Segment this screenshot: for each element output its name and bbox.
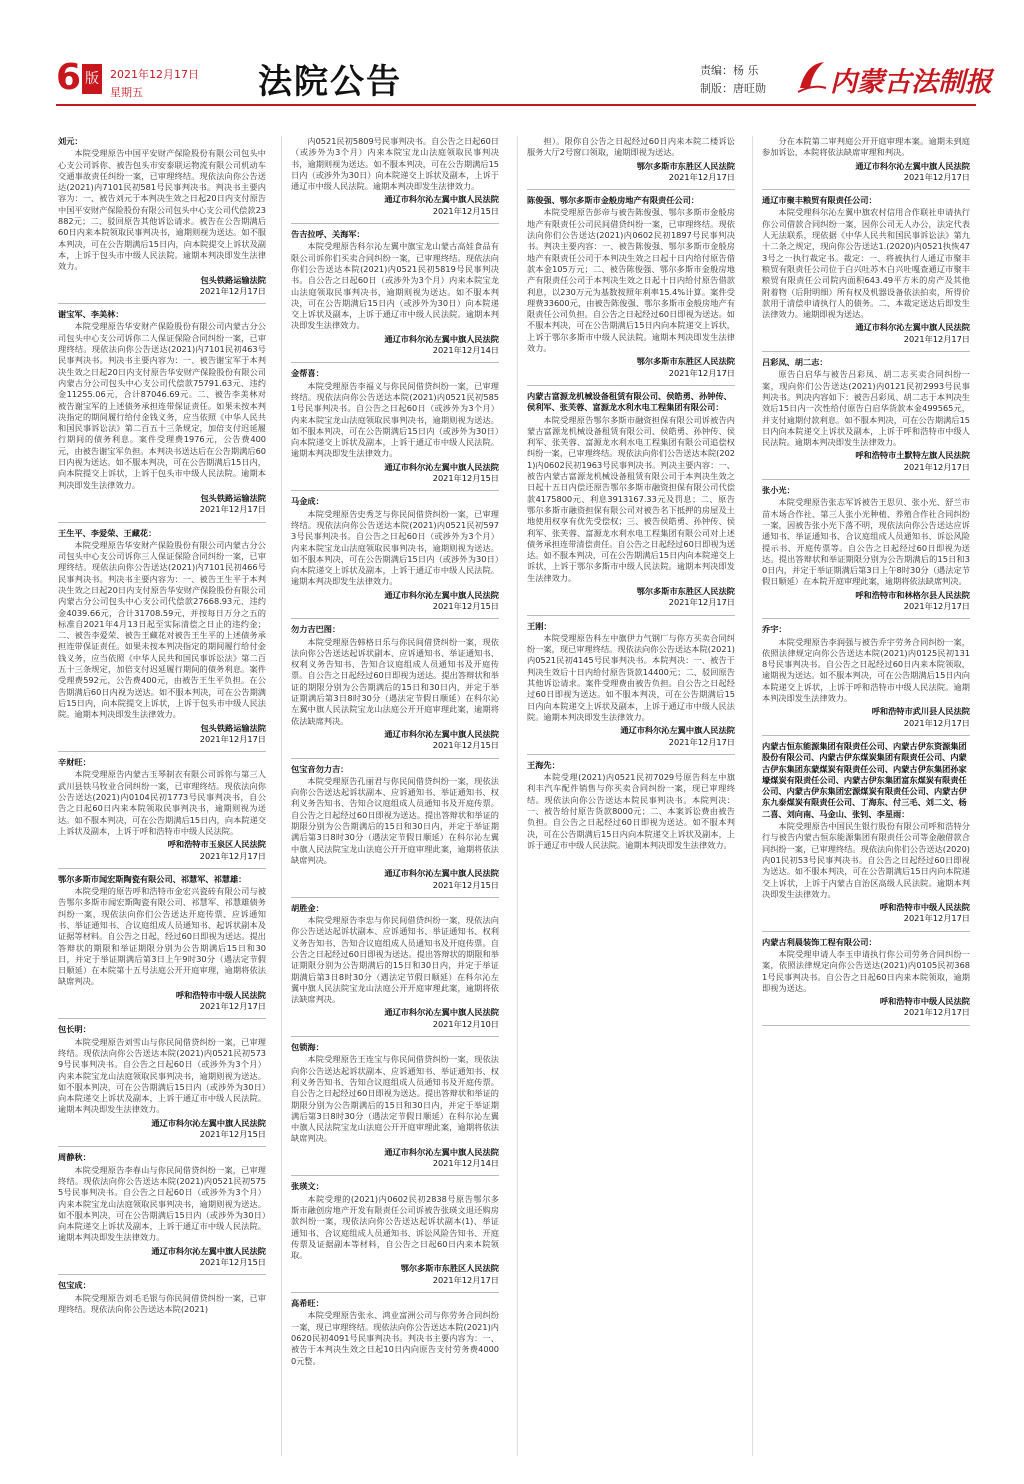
notice-divider: [291, 618, 499, 619]
court-notice: [58, 528, 266, 746]
notice-divider: [58, 751, 266, 752]
notice-court: 通辽市科尔沁左翼中旗人民法院: [384, 1146, 499, 1157]
notice-court: 呼和浩特市土默特左旗人民法院: [855, 450, 970, 461]
court-notice: [762, 937, 970, 1019]
notice-court: 通辽市科尔沁左翼中旗人民法院: [151, 1245, 266, 1256]
notice-body: 本院受理原告张志军诉被告王思贝、张小光、舒兰市苗木场合作社、第三人张小光种植、养殖合作社合同纠纷一案，因被告张小光下落不明，现依法向你公告送达应诉通知书、举证通知书、合议庭组成人员通知书、诉讼风险提示书、开庭传票等。自公告之日起经过60日即视为送达。提出答辩状和举证期限分别为公告期满后的15日和30日内，并定于举证期满后第3日上午8时30分（遇法定节假日顺延）在本院开庭审理此案，逾期将依法缺席判决。: [762, 497, 970, 587]
notice-body: 本院受理原告刘雪山与你民间借贷纠纷一案，已审理终结。现依法向你公告送达本院(2021)内0521民初5739号民事判决书。自公告之日起60日（或涉外为3个月）内来本院宝龙山法庭领取民事判决书，逾期则视为送达。如不服本判决，可在公告期满后15日内（或涉外为30日）向本院递交上诉状及副本，上诉于通辽市中级人民法院。逾期本判决即发生法律效力。: [58, 1036, 266, 1115]
notice-date: 2021年12月14日: [432, 1158, 499, 1169]
notice-divider: [291, 897, 499, 898]
notice-party: 内蒙古恒东能源集团有限责任公司、内蒙古伊东资源集团股份有限公司、内蒙古伊东煤炭集团有限责任公司、内蒙古伊东集团东蒙煤炭有限责任公司、内蒙古伊东集团孙家壕煤炭有限责任公司、内蒙古伊东集团富东煤炭有限责任公司、内蒙古伊东集团宏源煤炭有限责任公司、内蒙古伊东九泰煤炭有限责任公司、丁海东、付三毛、刘二文、杨二喜、刘向南、马金山、张钊、李星雨：: [762, 740, 967, 819]
notice-body: 本院受理原告中国平安财产保险股份有限公司包头中心支公司诉你、被告包头市安泰联运物流有限公司机动车交通事故责任纠纷一案，已审理终结。现依法向你公告送达(2021)内7101民初581号民事判决书。判决书主要内容为：一、被告刘元于本判决生效之日起20日内支付原告中国平安财产保险股份有限公司包头中心支公司代偿款23882元；二、驳回原告其他诉讼请求。被告在公告期满后60日内来本院领取民事判决书，逾期则视为送达。如不服本判决，可在公告期满后15日内，向本院提交上诉状及副本，上诉于包头市中级人民法院。逾期本判决即发生法律效力。: [58, 148, 266, 272]
notice-date: 2021年12月17日: [199, 285, 266, 296]
court-notice: [762, 741, 970, 925]
page-header: [0, 0, 1024, 110]
notice-divider: [58, 868, 266, 869]
notice-court: 鄂尔多斯市东胜区人民法院: [636, 585, 735, 596]
notice-divider: [58, 1018, 266, 1019]
notice-date: 2021年12月17日: [432, 1274, 499, 1285]
notice-date: 2021年12月17日: [903, 913, 970, 924]
court-notice: [58, 1152, 266, 1268]
notice-body: 本院受理原告李福义与你民间借贷纠纷一案，已审理终结。现依法向你公告送达本院(2021)内0521民初5851号民事判决书。自公告之日起60日（或涉外为3个月）内来本院宝龙山法庭领取民事判决书，逾期则视为送达。如不服本判决，可在公告期满后15日内（或涉外为30日）向本院递交上诉状及副本，上诉于通辽市中级人民法院。逾期本判决即发生法律效力。: [291, 380, 499, 459]
notice-divider: [762, 735, 970, 736]
notice-date: 2021年12月15日: [432, 473, 499, 484]
notice-court: 通辽市科尔沁左翼中旗人民法院: [384, 194, 499, 205]
court-notice: [527, 195, 735, 379]
notice-divider: [291, 1175, 499, 1176]
page-number: 6: [56, 57, 82, 98]
notice-date: 2021年12月14日: [432, 345, 499, 356]
notice-party: 金帮喜：: [291, 368, 324, 379]
notice-body: 原告白启华与被告吕彩凤、胡二志买卖合同纠纷一案，现向你们公告送达(2021)内0121民初2993号民事判决书。判决内容如下：被告吕彩凤、胡二志于本判决生效后15日内一次性给付原告白启华货款本金499565元，并支付逾期付款利息。如不服本判决，可在公告期满后15日内向本院递交上诉状及副本，上诉于呼和浩特市中级人民法院。逾期本判决即发生法律效力。: [762, 369, 970, 448]
notice-body: 本院受理原告韩格日乐与你民间借贷纠纷一案，现依法向你公告送达起诉状副本、应诉通知书、举证通知书、权利义务告知书、告知合议庭组成人员通知书及开庭传票。自公告之日起经过60日即视为送达。提出答辩状和举证的期限分别为公告期满后的15日和30日内，并定于举证期满后第3日8时30分（遇法定节假日顺延）在科尔沁左翼中旗人民法院宝龙山法庭公开开庭审理此案，逾期将依法缺席判决。: [291, 636, 499, 726]
notice-party: 张瑛文：: [291, 1181, 324, 1192]
notice-divider: [527, 615, 735, 616]
notice-date: 2021年12月17日: [668, 367, 735, 378]
notice-court: 通辽市科尔沁左翼中旗人民法院: [151, 1117, 266, 1128]
court-notice: [291, 496, 499, 612]
producer-credit: 制版：唐旺勋: [700, 82, 766, 95]
notice-body: 本院受理的(2021)内0602民初2838号原告鄂尔多斯市融创房地产开发有限责任公司诉被告张瑛文退还购房款纠纷一案，现依法向你公告送达起诉状副本(1)、举证通知书、合议庭组成人员通知书、诉讼风险告知书、开庭传票及证据副本等材料，自公告之日起60日内来本院领取。: [291, 1193, 499, 1261]
notice-body: 本院受理原告内蒙古玉琴制衣有限公司诉你与第三人武川县铁马牧业合同纠纷一案，已审理终结。现依法向你公告送达(2021)内0104民初1773号民事判决书，自公告之日起60日内来本院领取民事判决书，逾期则视为送达。如不服本判决，可在公告期满后15日内，向本院递交上诉状及副本，上诉于呼和浩特市中级人民法院。: [58, 769, 266, 836]
notice-party: 刘元：: [58, 136, 83, 146]
notice-party: 包锁海：: [291, 1042, 324, 1053]
notice-party: 高希旺：: [291, 1298, 324, 1309]
notice-date: 2021年12月15日: [199, 1129, 266, 1140]
notice-court: 呼和浩特市中级人民法院: [175, 989, 266, 1000]
court-notice: [291, 368, 499, 484]
column-divider: [517, 136, 518, 1456]
court-notice: [291, 624, 499, 751]
notice-date: 2021年12月10日: [432, 1018, 499, 1029]
notice-body: 本院受理原告王连宝与你民间借贷纠纷一案，现依法向你公告送达起诉状副本、应诉通知书、举证通知书、权利义务告知书、告知合议庭组成人员通知书及开庭传票。自公告之日起经过60日即视为送达。提出答辩状和举证的期限分别为公告期满后的15日和30日内，并定于举证期满后第3日8时30分（遇法定节假日顺延）在科尔沁左翼中旗人民法院宝龙山法庭公开开庭审理此案，逾期将依法缺席判决。: [291, 1054, 499, 1144]
notice-court: 呼和浩特市中级人民法院: [879, 996, 970, 1007]
notice-divider: [762, 479, 970, 480]
notice-party: 勿力吉巴图：: [291, 624, 341, 635]
notice-party: 包长明：: [58, 1024, 91, 1035]
notice-body: 本院受理原告华安财产保险股份有限公司内蒙古分公司包头中心支公司诉你三人保证保险合同纠纷一案，已审理终结。现依法向你公告送达(2021)内7101民初466号民事判决书。判决书主要内容为：一、被告王生平于本判决生效之日起20日内支付原告华安财产保险股份有限公司内蒙古分公司包头中心支公司代偿款27668.93元、违约金4039.66元，合计31708.59元，并按每日万分之五的标准自2021年4月13日起至实际清偿之日止的违约金；二、被告李爱荣、被告王藏花对被告王生平的上述债务承担连带保证责任。如果未按本判决指定的期间履行给付金钱义务，应当依照《中华人民共和国民事诉讼法》第二百五十三条规定，加倍支付迟延履行期间的债务利息。案件受理费592元，公告费400元，由被告王生平负担。在公告期满后60日内视为送达。如不服本判决，可在公告期满后15日内，向本院提交上诉状，上诉于包头市中级人民法院。逾期本判决即发生法律效力。: [58, 539, 266, 720]
notice-court: 通辽市科尔沁左翼中旗人民法院: [384, 728, 499, 739]
notice-column-2: [291, 136, 499, 1456]
notice-court: 鄂尔多斯市东胜区人民法院: [636, 356, 735, 367]
notice-party: 王海先：: [527, 759, 560, 770]
notice-court: 鄂尔多斯市东胜区人民法院: [400, 1263, 499, 1274]
notice-court: 通辽市科尔沁左翼中旗人民法院: [384, 589, 499, 600]
court-notice: [58, 1024, 266, 1140]
header-rule: [56, 104, 976, 106]
notice-column-3: [527, 136, 735, 1456]
notice-date: 2021年12月15日: [432, 600, 499, 611]
notice-date: 2021年12月15日: [432, 740, 499, 751]
notice-body: 本院受理(2021)内0521民初7029号原告科左中旗利丰汽车配件销售与你买卖合同纠纷一案，现已审理终结。现依法向你公告送达本院民事判决书。本院判决：一、被告给付原告货款8000元；二、本案诉讼费由被告负担。自公告之日起经过60日即视为送达。如不服本判决，可在公告期满后15日内向本院递交上诉状及副本，上诉于通辽市中级人民法院。逾期本判决即发生法律效力。: [527, 772, 735, 850]
notice-date: 2021年12月17日: [668, 597, 735, 608]
notice-divider: [762, 931, 970, 932]
notice-body: 本院受理原告李春山与你民间借贷纠纷一案，已审理终结。现依法向你公告送达本院(2021)内0521民初5755号民事判决书。自公告之日起60日（或涉外为3个月）内来本院宝龙山法庭领取民事判决书，逾期则视为送达。如不服本判决，可在公告期满后15日内（或涉外为30日）向本院递交上诉状及副本，上诉于通辽市中级人民法院。逾期本判决即发生法律效力。: [58, 1164, 266, 1243]
notice-party: 包宝音勿力吉：: [291, 763, 349, 774]
notice-body: 分在本院第二审判庭公开开庭审理本案。逾期未到庭参加诉讼，本院将依法缺席审理和判决。: [762, 136, 970, 158]
court-notice: [58, 757, 266, 862]
notice-divider: [58, 303, 266, 304]
notice-body: 本院受理原告科左中旗伊力气钢厂与你方买卖合同纠纷一案，现已审理终结。现依法向你公告送达本院(2021)内0521民初4145号民事判决书。本院判决：一、被告于判决生效后十日内给付原告货款14400元；二、驳回原告其他诉讼请求。案件受理费由被告负担。自公告之日起经过60日即视为送达。如不服本判决，可在公告期满后15日内向本院递交上诉状及副本，上诉于通辽市中级人民法院。逾期本判决即发生法律效力。: [527, 632, 735, 722]
notice-date: 2021年12月17日: [903, 717, 970, 728]
notice-court: 通辽市科尔沁左翼中旗人民法院: [855, 322, 970, 333]
notice-date: 2021年12月17日: [199, 733, 266, 744]
notice-party: 周静秋：: [58, 1152, 91, 1163]
notice-court: 包头铁路运输法院: [200, 722, 266, 733]
notice-party: 陈俊强、鄂尔多斯市金般房地产有限责任公司：: [527, 195, 699, 206]
court-notice: [762, 136, 970, 183]
notice-date: 2021年12月17日: [903, 461, 970, 472]
editor-credit: 责编：杨 乐: [700, 64, 759, 77]
notice-party: 告吉拉呼、关海军：: [291, 229, 365, 240]
court-notice: [527, 760, 735, 851]
notice-date: 2021年12月17日: [199, 850, 266, 861]
notice-party: 包宝成：: [58, 1280, 91, 1291]
section-title: 法院公告: [258, 62, 402, 102]
notice-party: 王刚：: [527, 620, 552, 631]
notice-body: 本院受理的原告呼和浩特市金宏兴瓷砖有限公司与被告鄂尔多斯市闻宏斯陶瓷有限公司、祁慧军、祁慧雄债务纠纷一案，现依法向你们公告送达开庭传票、应诉通知书、举证通知书、合议庭组成人员通知书、起诉状副本及证据等材料。自公告之日起，经过60日即视为送达。提出答辩状的期限和举证期限分别为公告期满后15日和30日，并定于举证期满后第3日上午9时30分（遇法定节假日顺延）在本院第十五号法庭公开开庭审理，逾期将依法缺席判决。: [58, 886, 266, 987]
notice-date: 2021年12月17日: [903, 333, 970, 344]
notice-divider: [291, 223, 499, 224]
notice-divider: [762, 1025, 970, 1026]
court-notice: [58, 1280, 266, 1315]
notice-divider: [291, 758, 499, 759]
issue-weekday: 星期五: [110, 86, 143, 99]
notice-party: 鄂尔多斯市闻宏斯陶瓷有限公司、祁慧军、祁慧雄：: [58, 873, 247, 884]
court-notice: [291, 229, 499, 356]
notice-body: 担）。限你自公告之日起经过60日内来本院二楼诉讼服务大厅2号窗口领取，逾期即视为送达。: [527, 136, 735, 158]
notice-court: 通辽市科尔沁左翼中旗人民法院: [384, 868, 499, 879]
court-notice: [291, 903, 499, 1030]
notice-date: 2021年12月17日: [668, 171, 735, 182]
notice-date: 2021年12月15日: [432, 879, 499, 890]
notice-party: 辛财旺：: [58, 757, 91, 768]
court-notice: [527, 391, 735, 609]
column-divider: [752, 136, 753, 1456]
notice-party: 王生平、李爱荣、王藏花：: [58, 527, 157, 538]
notice-court: 通辽市科尔沁左翼中旗人民法院: [620, 725, 735, 736]
notice-date: 2021年12月17日: [668, 736, 735, 747]
notice-body: 本院受理原告史秀芝与你民间借贷纠纷一案，已审理终结。现依法向你公告送达本院(2021)内0521民初5973号民事判决书。自公告之日起60日（或涉外为3个月）内来本院宝龙山法庭领取民事判决书，逾期则视为送达。如不服本判决，可在公告期满后15日内（或涉外为30日）向本院递交上诉状及副本，上诉于通辽市中级人民法院。逾期本判决即发生法律效力。: [291, 508, 499, 587]
issue-date: 2021年12月17日: [110, 68, 199, 81]
notice-body: 本院受理原告孔丽君与你民间借贷纠纷一案，现依法向你公告送达起诉状副本、应诉通知书、举证通知书、权利义务告知书、告知合议庭组成人员通知书及开庭传票。自公告之日起经过60日即视为送达。提出答辩状和举证的期限分别为公告期满后的15日和30日内，并定于举证期满后第3日8时30分（遇法定节假日顺延）在科尔沁左翼中旗人民法院宝龙山法庭公开开庭审理此案，逾期将依法缺席判决。: [291, 775, 499, 865]
logo-emblem-icon: [796, 58, 828, 94]
masthead-title: 内蒙古法制报: [830, 67, 992, 98]
notice-divider: [762, 618, 970, 619]
notice-date: 2021年12月17日: [903, 1007, 970, 1018]
notice-court: 通辽市科尔沁左翼中旗人民法院: [384, 333, 499, 344]
notice-divider: [58, 1274, 266, 1275]
notice-divider: [58, 522, 266, 523]
court-notice: [527, 136, 735, 183]
notice-date: 2021年12月15日: [199, 1257, 266, 1268]
notice-body: 本院受理原告科尔沁左翼中旗宝龙山蒙古高娃食品有限公司诉你们买卖合同纠纷一案，已审理终结。现依法向你们公告送达本院(2021)内0521民初5819号民事判决书。自公告之日起60日（或涉外为3个月）内来本院宝龙山法庭领取民事判决书，逾期则视为送达。如不服本判决，可在公告期满后15日内（或涉外为30日）向本院递交上诉状及副本，上诉于通辽市中级人民法院。逾期本判决即发生法律效力。: [291, 241, 499, 331]
notice-body: 本院受理原告彭帝与被告陈俊强、鄂尔多斯市金般房地产有限责任公司民间借贷纠纷一案，已审理终结。现依法向你们公告送达(2021)内0602民初1897号民事判决书。判决主要内容：一、被告陈俊强、鄂尔多斯市金般房地产有限责任公司于本判决生效之日起十日内给付原告借款本金105万元；二、被告陈俊强、鄂尔多斯市金般房地产有限责任公司于本判决生效之日起十日内给付原告借款利息，以230万元为基数按照年利率15.4%计算。案件受理费33600元，由被告陈俊强、鄂尔多斯市金般房地产有限责任公司负担。自公告之日起经过60日即视为送达。如不服本判决，可在公告期满后15日内向本院递交上诉状，上诉于鄂尔多斯市中级人民法院。逾期本判决即发生法律效力。: [527, 207, 735, 354]
notice-body: 内0521民初5809号民事判决书。自公告之日起60日（或涉外为3个月）内来本院宝龙山法庭领取民事判决书，逾期则视为送达。如不服本判决，可在公告期满后15日内（或涉外为30日）向本院递交上诉状及副本，上诉于通辽市中级人民法院。逾期本判决即发生法律效力。: [291, 136, 499, 192]
notice-court: 通辽市科尔沁左翼中旗人民法院: [384, 1007, 499, 1018]
notice-column-4: [762, 136, 970, 1456]
notice-divider: [527, 189, 735, 190]
court-notice: [291, 1181, 499, 1286]
notice-divider: [762, 351, 970, 352]
notice-date: 2021年12月15日: [432, 205, 499, 216]
court-notice: [762, 195, 970, 345]
court-notice: [58, 136, 266, 297]
notice-body: 本院受理原告李忠与你民间借贷纠纷一案，现依法向你公告送达起诉状副本、应诉通知书、举证通知书、权利义务告知书、告知合议庭组成人员通知书及开庭传票。自公告之日起经过60日即视为送达。提出答辩状的期限和举证期限分别为公告期满后的15日和30日内，并定于举证期满后第3日8时30分（遇法定节假日顺延）在科尔沁左翼中旗人民法院宝龙山法庭公开开庭审理此案，逾期将依法缺席判决。: [291, 915, 499, 1005]
notice-party: 通辽市聚丰粮贸有限责任公司：: [762, 195, 877, 206]
notice-party: 谢宝军、李美林：: [58, 309, 124, 320]
notice-court: 包头铁路运输法院: [200, 492, 266, 503]
court-notice: [291, 1298, 499, 1367]
notice-party: 胡胜金：: [291, 902, 324, 913]
notice-party: 马金成：: [291, 496, 324, 507]
notice-court: 通辽市科尔沁左翼中旗人民法院: [384, 461, 499, 472]
notice-court: 呼和浩特市和林格尔县人民法院: [855, 589, 970, 600]
notice-body: 本院受理原告刘毛毛银与你民间借贷纠纷一案，已审理终结。现依法向你公告送达本院(2021): [58, 1292, 266, 1314]
notice-date: 2021年12月17日: [199, 1001, 266, 1012]
notice-court: 鄂尔多斯市东胜区人民法院: [636, 160, 735, 171]
court-notice: [291, 1042, 499, 1169]
notice-column-1: [58, 136, 266, 1456]
notice-court: 通辽市科尔沁左翼中旗人民法院: [855, 160, 970, 171]
notice-date: 2021年12月17日: [903, 600, 970, 611]
notice-party: 乔宇：: [762, 624, 787, 635]
court-notice: [527, 621, 735, 748]
notice-divider: [291, 1036, 499, 1037]
notice-court: 呼和浩特市武川县人民法院: [871, 706, 970, 717]
notice-party: 张小光：: [762, 485, 795, 496]
page-suffix: 版: [82, 64, 102, 94]
court-notice: [291, 136, 499, 217]
notice-party: 内蒙古富源龙机械设备租赁有限公司、侯皓勇、孙钟传、侯利军、张芙蓉、富源龙水利水电工程集团有限公司：: [527, 390, 732, 413]
court-notice: [58, 309, 266, 515]
notice-party: 吕彩凤、胡二志：: [762, 357, 828, 368]
notice-date: 2021年12月17日: [199, 504, 266, 515]
notice-divider: [527, 754, 735, 755]
notice-body: 本院受理原告中国民生银行股份有限公司呼和浩特分行与被告内蒙古恒东能源集团有限责任公司等金融借款合同纠纷一案，已审理终结。现依法向你们公告送达(2020)内01民初53号民事判决书。自公告之日起经过60日即视为送达。如不服本判决，可在公告期满后15日内向本院递交上诉状，上诉于内蒙古自治区高级人民法院。逾期本判决即发生法律效力。: [762, 821, 970, 899]
notice-divider: [527, 385, 735, 386]
notice-body: 本院受理原告李润强与被告乔宇劳务合同纠纷一案，依照法律规定向你公告送达本院(2021)内0125民初1318号民事判决书。自公告之日起经过60日内来本院领取，逾期视为送达。如不服本判决，可在公告期满后15日内向本院递交上诉状，上诉于呼和浩特市中级人民法院。逾期本判决即发生法律效力。: [762, 636, 970, 704]
court-notice: [762, 485, 970, 612]
notice-body: 本院受理科尔沁左翼中旗农村信用合作联社申请执行你公司借款合同纠纷一案，因你公司无人办公，法定代表人无法联系，现依据《中华人民共和国民事诉讼法》第九十二条之规定，现向你公告送达1.(2020)内0521执恢473号之一执行裁定书。裁定：一、将被执行人通辽市聚丰粮贸有限责任公司位于白兴吐苏木白兴吐嘎查通辽市聚丰粮贸有限责任公司院内面积643.49平方米的房产及其他附着物（后附明细）所有权及机器设备依法拍卖，所得价款用于清偿申请执行人的债务。二、本裁定送达后即发生法律效力。逾期即视为送达。: [762, 207, 970, 320]
notice-divider: [58, 1146, 266, 1147]
notice-body: 本院受理原告鄂尔多斯市融资担保有限公司诉被告内蒙古富源龙机械设备租赁有限公司、侯皓勇、孙钟传、侯利军、张芙蓉、富源龙水利水电工程集团有限公司追偿权纠纷一案，已审理终结。现依法向你们公告送达本院(2021)内0602民初1963号民事判决书。判决主要内容：一、被告内蒙古富源龙机械设备租赁有限公司于本判决生效之日起十五日内偿还原告鄂尔多斯市融资担保有限公司代偿款4175800元、利息3913167.33元及罚息；二、原告鄂尔多斯市融资担保有限公司对被告名下抵押的房屋及土地使用权享有优先受偿权；三、被告侯皓勇、孙钟传、侯利军、张芙蓉、富源龙水利水电工程集团有限公司对上述债务承担连带清偿责任。自公告之日起经过60日即视为送达。如不服本判决，可在公告期满后15日内向本院递交上诉状，上诉于鄂尔多斯市中级人民法院。逾期本判决即发生法律效力。: [527, 414, 735, 583]
notice-party: 内蒙古利晨装饰工程有限公司：: [762, 936, 877, 947]
court-notice: [762, 357, 970, 473]
notice-divider: [291, 1292, 499, 1293]
notice-divider: [291, 362, 499, 363]
masthead-logo: [796, 58, 992, 98]
court-notice: [291, 764, 499, 891]
notice-court: 呼和浩特市玉泉区人民法院: [167, 839, 266, 850]
court-notice: [762, 624, 970, 729]
notice-date: 2021年12月17日: [903, 171, 970, 182]
column-divider: [281, 136, 282, 1456]
notice-divider: [762, 189, 970, 190]
notice-divider: [291, 490, 499, 491]
notice-body: 本院受理原告张永、鸿业富洲公司与你劳务合同纠纷一案，现已审理终结。现依法向你公告送达本院(2021)内0620民初4091号民事判决书。判决书主要内容为：一、被告于本判决生效之日起10日内向原告支付劳务费40000元整。: [291, 1310, 499, 1366]
notice-body: 本院受理申请人李玉申请执行你公司劳务合同纠纷一案，依照法律规定向你公告送达(2021)内0105民初3681号民事判决书。自公告之日起60日内来本院领取，逾期即视为送达。: [762, 949, 970, 993]
notice-court: 包头铁路运输法院: [200, 274, 266, 285]
notice-body: 本院受理原告华安财产保险股份有限公司内蒙古分公司包头中心支公司诉你二人保证保险合同纠纷一案，已审理终结。现依法向你公告送达(2021)内7101民初463号民事判决书。判决书主要内容为：一、被告谢宝军于本判决生效之日起20日内支付原告华安财产保险股份有限公司内蒙古分公司包头中心支公司代偿款75791.63元、违约金11255.06元，合计87046.69元。二、被告李美林对被告谢宝军的上述债务承担连带保证责任。如果未按本判决指定的期间履行给付金钱义务，应当依照《中华人民共和国民事诉讼法》第二百五十三条规定，加倍支付迟延履行期间的债务利息。案件受理费1976元，公告费400元，由被告谢宝军负担。本判决书送达后在公告期满后60日内视为送达。如不服本判决，可在公告期满后15日内，向本院提交上诉状，上诉于包头市中级人民法院。逾期本判决即发生法律效力。: [58, 321, 266, 490]
notice-court: 呼和浩特市中级人民法院: [879, 902, 970, 913]
court-notice: [58, 874, 266, 1013]
